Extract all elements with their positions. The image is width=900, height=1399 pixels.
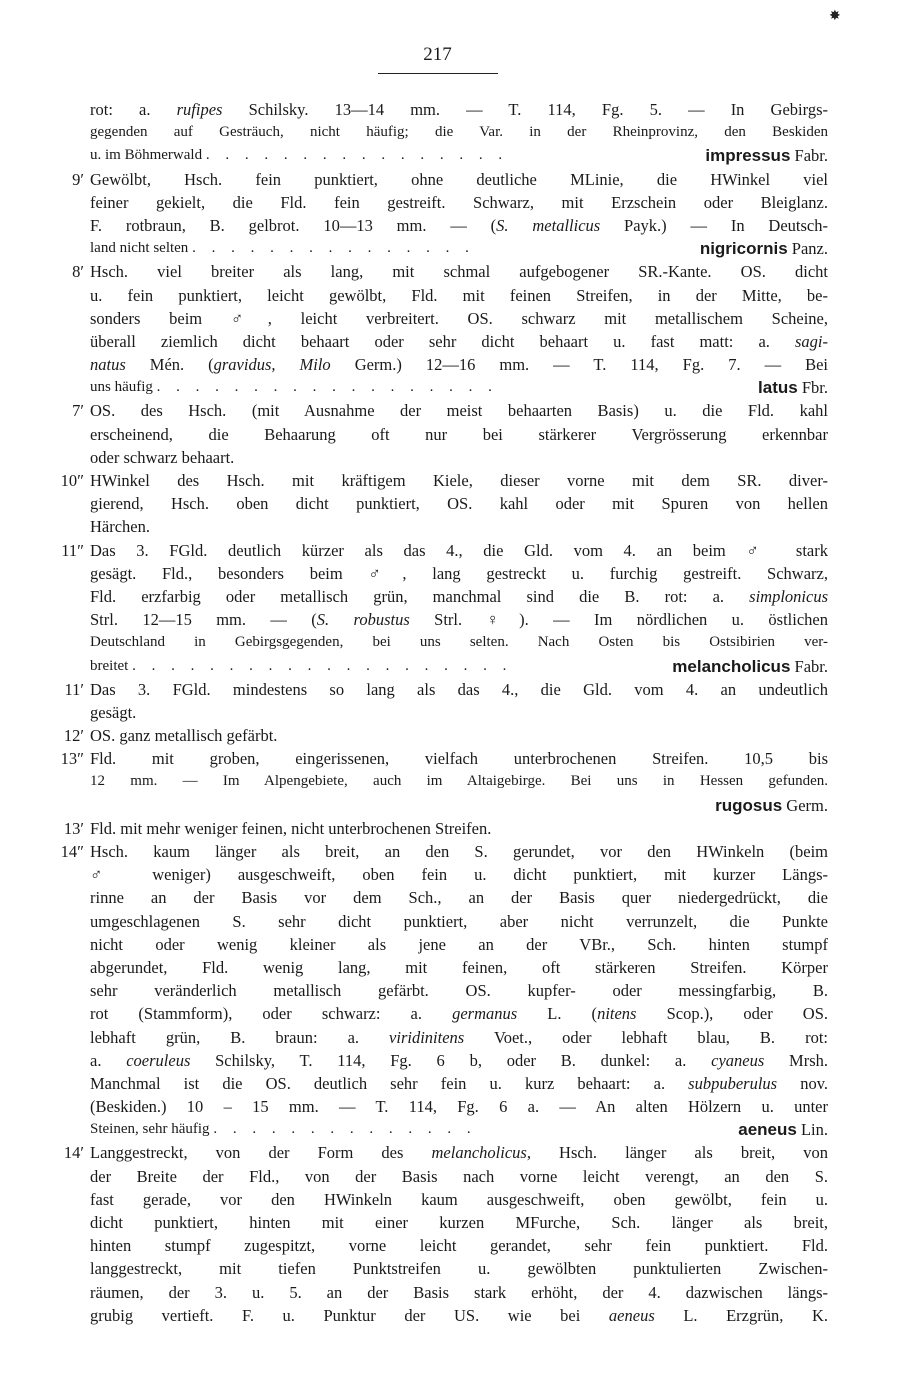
header-rule <box>378 73 498 74</box>
line-text: rot (Stammform), oder schwarz: a. germanus L. (nitens Scop.), oder OS. <box>90 1004 829 1024</box>
couplet-number: 7′ <box>72 401 84 421</box>
line-text: überall ziemlich dicht behaart oder sehr dicht behaart u. fast matt: a. sagi- <box>90 331 828 351</box>
text-line <box>0 1026 900 1049</box>
species-author: Lin. <box>796 1120 828 1140</box>
text-line <box>0 515 900 538</box>
text-line <box>0 585 900 608</box>
line-text: gierend, Hsch. oben dicht punktiert, OS. kahl oder mit Spuren von hellen <box>90 494 828 514</box>
text-line <box>0 1141 900 1164</box>
species-epithet: nigricornis <box>699 239 788 259</box>
line-text: grubig vertieft. F. u. Punktur der US. wie bei aeneus L. Erzgrün, K. <box>90 1305 828 1325</box>
line-text: (Beskiden.) 10 – 15 mm. — T. 114, Fg. 6 a. — An alten Hölzern u. unter <box>90 1097 828 1117</box>
text-line <box>0 237 900 260</box>
leader-dots: . . . . . . . . . . . . . . . . . . <box>156 379 498 396</box>
line-text: erscheinend, die Behaarung oft nur bei stärkerer Vergrösserung erkennbar <box>90 424 828 444</box>
species-name <box>700 237 828 260</box>
line-text: rot: a. rufipes Schilsky. 13—14 mm. — T. 114, Fg. 5. — In Gebirgs- <box>90 100 828 119</box>
line-text: Fld. erzfarbig oder metallisch grün, manchmal sind die B. rot: a. simplonicus <box>90 586 828 606</box>
text-line <box>0 168 900 191</box>
text-line <box>0 1211 900 1234</box>
text-line <box>0 655 900 678</box>
text-line <box>0 631 900 654</box>
line-text: umgeschlagenen S. sehr dicht punktiert, aber nicht verrunzelt, die Punkte <box>90 911 828 931</box>
text-line <box>0 956 900 979</box>
text-line <box>0 1257 900 1280</box>
text-line <box>0 1095 900 1118</box>
line-text: feiner gekielt, die Fld. fein gestreift. Schwarz, mit Erzschein oder Bleiglanz. <box>90 192 828 212</box>
species-epithet: melancholicus <box>672 656 791 676</box>
leader-dots: . . . . . . . . . . . . . . . . . . . . <box>132 657 513 674</box>
leader-dots: . . . . . . . . . . . . . . <box>213 1121 477 1138</box>
line-text: nicht oder wenig kleiner als jene an der VBr., Sch. hinten stumpf <box>90 934 828 954</box>
text-line <box>0 1188 900 1211</box>
text-line <box>0 886 900 909</box>
species-name <box>715 794 828 817</box>
line-text: räumen, der 3. u. 5. an der Basis stark erhöht, der 4. dazwischen längs- <box>90 1282 828 1302</box>
line-text: Deutschland in Gebirgsgegenden, bei uns selten. Nach Osten bis Ostsibirien ver- <box>90 634 828 651</box>
line-text: gegenden auf Gesträuch, nicht häufig; die Var. in der Rheinprovinz, den Beskiden <box>90 124 828 141</box>
text-line <box>0 1281 900 1304</box>
line-text: lebhaft grün, B. braun: a. viridinitens Voet., oder lebhaft blau, B. rot: <box>90 1027 828 1047</box>
line-text: Langgestreckt, von der Form des melancholicus, Hsch. länger als breit, von <box>90 1143 829 1163</box>
text-line <box>0 144 900 167</box>
line-text: sehr veränderlich metallisch gefärbt. OS. kupfer- oder messingfarbig, B. <box>90 981 828 1001</box>
line-text: Härchen. <box>90 517 151 537</box>
line-text: Fld. mit groben, eingerissenen, vielfach unterbrochenen Streifen. 10,5 bis <box>90 749 828 769</box>
text-line <box>0 817 900 840</box>
text-line <box>0 260 900 283</box>
line-text: u. im Böhmerwald . . . . . . . . . . . . . . . . <box>90 147 509 164</box>
text-line <box>0 747 900 770</box>
species-name <box>705 144 828 167</box>
text-line <box>0 562 900 585</box>
couplet-number: 11″ <box>61 540 84 560</box>
text-line <box>0 121 900 144</box>
line-text: ♂ weniger) ausgeschweift, oben fein u. dicht punktiert, mit kurzer Längs- <box>90 865 828 885</box>
species-author: Fabr. <box>790 656 828 676</box>
line-text: F. rotbraun, B. gelbrot. 10—13 mm. — (S. metallicus Payk.) — In Deutsch- <box>90 215 828 235</box>
species-author: Germ. <box>782 795 828 815</box>
line-text: Gewölbt, Hsch. fein punktiert, ohne deutliche MLinie, die HWinkel viel <box>90 169 828 189</box>
species-name <box>672 655 828 678</box>
line-text: fast gerade, vor den HWinkeln kaum ausgeschweift, oben gewölbt, fein u. <box>90 1189 828 1209</box>
species-epithet: latus <box>758 378 798 398</box>
line-text: OS. ganz metallisch gefärbt. <box>90 726 278 746</box>
text-line <box>0 330 900 353</box>
couplet-number: 9′ <box>72 169 84 189</box>
couplet-number: 10″ <box>60 471 84 490</box>
text-line <box>0 1002 900 1025</box>
text-line <box>0 724 900 747</box>
line-text: uns häufig . . . . . . . . . . . . . . . . . . <box>90 379 498 396</box>
text-line <box>0 353 900 376</box>
text-line <box>0 863 900 886</box>
couplet-number: 8′ <box>72 262 84 282</box>
text-line <box>0 1165 900 1188</box>
line-text: langgestreckt, mit tiefen Punktstreifen u. gewölbten punktulierten Zwischen- <box>90 1259 828 1279</box>
line-text: rinne an der Basis vor dem Sch., an der Basis quer niedergedrückt, die <box>90 888 828 908</box>
species-epithet: rugosus <box>715 795 783 815</box>
text-line <box>0 933 900 956</box>
line-text: hinten stumpf zugespitzt, vorne leicht gerandet, sehr fein punktiert. Fld. <box>90 1236 828 1256</box>
text-line <box>0 492 900 515</box>
couplet-number: 12′ <box>63 726 84 746</box>
line-text: gesägt. Fld., besonders beim ♂, lang gestreckt u. furchig gestreift. Schwarz, <box>90 563 828 583</box>
line-text: Hsch. viel breiter als lang, mit schmal aufgebogener SR.-Kante. OS. dicht <box>90 262 828 282</box>
text-line <box>0 214 900 237</box>
text-line <box>0 469 900 492</box>
text-line <box>0 191 900 214</box>
line-text: a. coeruleus Schilsky, T. 114, Fg. 6 b, oder B. dunkel: a. cyaneus Mrsh. <box>90 1050 829 1070</box>
line-text: dicht punktiert, hinten mit einer kurzen MFurche, Sch. länger als breit, <box>90 1213 828 1232</box>
line-text: breitet . . . . . . . . . . . . . . . . . . . . <box>90 657 513 674</box>
couplet-number: 14″ <box>60 842 84 861</box>
line-text: u. fein punktiert, leicht gewölbt, Fld. mit feinen Streifen, in der Mitte, be- <box>90 285 828 305</box>
text-line <box>0 608 900 631</box>
line-text: Strl. 12—15 mm. — (S. robustus Strl. ♀). — Im nördlichen u. östlichen <box>90 610 828 630</box>
text-line <box>0 840 900 863</box>
key-text-body <box>0 98 900 1327</box>
text-line <box>0 979 900 1002</box>
leader-dots: . . . . . . . . . . . . . . . <box>192 240 475 257</box>
couplet-number: 14′ <box>63 1143 84 1163</box>
line-text: natus Mén. (gravidus, Milo Germ.) 12—16 mm. — T. 114, Fg. 7. — Bei <box>90 355 828 375</box>
line-text: HWinkel des Hsch. mit kräftigem Kiele, dieser vorne mit dem SR. diver- <box>90 471 828 490</box>
line-text: Das 3. FGld. mindestens so lang als das 4., die Gld. vom 4. an undeutlich <box>90 679 828 699</box>
line-text: Das 3. FGld. deutlich kürzer als das 4., die Gld. vom 4. an beim ♂ stark <box>90 540 828 560</box>
couplet-number: 13″ <box>60 749 84 769</box>
line-text: der Breite der Fld., von der Basis nach vorne leicht verengt, an den S. <box>90 1166 828 1186</box>
line-text: land nicht selten . . . . . . . . . . . . . . . <box>90 240 475 257</box>
species-author: Panz. <box>787 239 828 259</box>
line-text: sonders beim ♂, leicht verbreitert. OS. schwarz mit metallischem Scheine, <box>90 308 828 328</box>
text-line <box>0 1234 900 1257</box>
text-line <box>0 446 900 469</box>
text-line <box>0 376 900 399</box>
text-line <box>0 910 900 933</box>
species-author: Fbr. <box>797 378 828 398</box>
species-author: Fabr. <box>790 146 828 166</box>
text-line <box>0 1049 900 1072</box>
line-text: Hsch. kaum länger als breit, an den S. gerundet, vor den HWinkeln (beim <box>90 842 828 861</box>
text-line <box>0 399 900 422</box>
couplet-number: 11′ <box>64 679 84 699</box>
text-line <box>0 701 900 724</box>
line-text: oder schwarz behaart. <box>90 447 235 467</box>
line-text: abgerundet, Fld. wenig lang, mit feinen, oft stärkeren Streifen. Körper <box>90 957 828 977</box>
text-line <box>0 284 900 307</box>
text-line <box>0 770 900 793</box>
couplet-number: 13′ <box>63 818 84 838</box>
text-line <box>0 1304 900 1327</box>
text-line <box>0 423 900 446</box>
corner-dot-mark: ✸ <box>829 9 841 24</box>
leader-dots: . . . . . . . . . . . . . . . . <box>205 147 509 164</box>
text-line <box>0 539 900 562</box>
text-line <box>0 1118 900 1141</box>
line-text: gesägt. <box>90 702 137 722</box>
line-text: 12 mm. — Im Alpengebiete, auch im Altaigebirge. Bei uns in Hessen gefunden. <box>90 773 828 790</box>
species-name <box>738 1118 828 1141</box>
text-line <box>0 678 900 701</box>
species-epithet: impressus <box>705 146 791 166</box>
species-epithet: aeneus <box>738 1120 797 1140</box>
text-line <box>0 794 900 817</box>
line-text: Manchmal ist die OS. deutlich sehr fein u. kurz behaart: a. subpuberulus nov. <box>90 1073 828 1093</box>
text-line <box>0 307 900 330</box>
line-text: Fld. mit mehr weniger feinen, nicht unterbrochenen Streifen. <box>90 818 492 838</box>
text-line <box>0 98 900 121</box>
line-text: OS. des Hsch. (mit Ausnahme der meist behaarten Basis) u. die Fld. kahl <box>90 401 828 421</box>
page-number: 217 <box>423 44 452 65</box>
line-text: Steinen, sehr häufig . . . . . . . . . . . . . . <box>90 1121 477 1138</box>
species-name <box>758 376 828 399</box>
text-line <box>0 1072 900 1095</box>
